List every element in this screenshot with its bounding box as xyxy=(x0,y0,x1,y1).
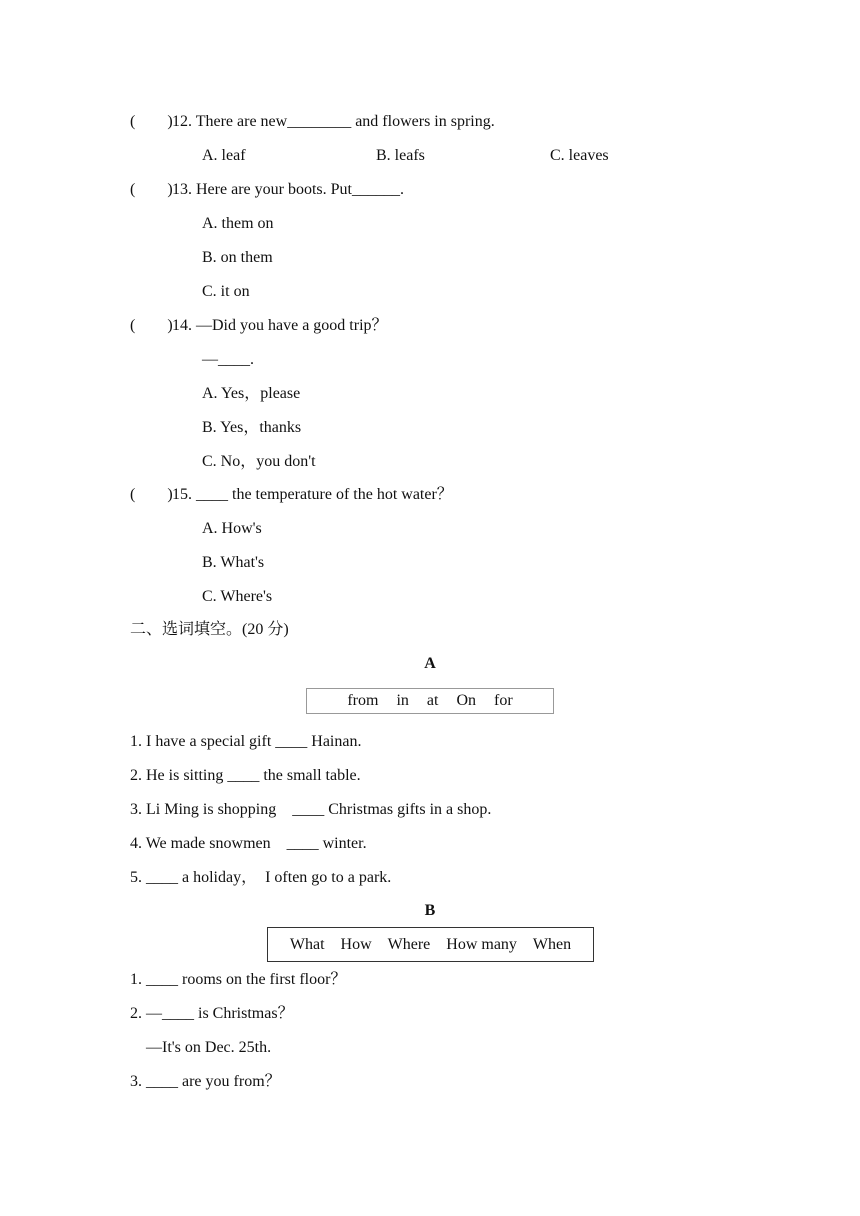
question-12: 12. There are new________ and flowers in spring. xyxy=(172,113,495,130)
word-bank-a-word: in xyxy=(396,692,409,709)
part-a-item-4: 4. We made snowmen ____ winter. xyxy=(130,835,367,852)
part-a-item-3: 3. Li Ming is shopping ____ Christmas gifts in a shop. xyxy=(130,801,492,818)
word-bank-b-word: How xyxy=(340,935,372,953)
answer-paren-14: ( ) xyxy=(130,317,173,334)
word-bank-a-word: for xyxy=(494,692,513,709)
part-b-item-2-reply: —It's on Dec. 25th. xyxy=(146,1039,272,1056)
answer-paren-15: ( ) xyxy=(130,486,173,503)
option-14-c: C. No，you don't xyxy=(202,453,316,470)
part-a-item-1: 1. I have a special gift ____ Hainan. xyxy=(130,733,362,750)
option-13-b: B. on them xyxy=(202,249,273,266)
answer-paren-13: ( ) xyxy=(130,181,173,198)
word-bank-b-word: What xyxy=(289,935,325,953)
option-12-c: C. leaves xyxy=(550,147,609,164)
question-14-reply: —____. xyxy=(202,351,254,368)
question-15: 15. ____ the temperature of the hot water？ xyxy=(172,486,453,503)
question-14: 14. —Did you have a good trip？ xyxy=(172,317,388,334)
option-13-a: A. them on xyxy=(202,215,274,232)
word-bank-a-word: at xyxy=(426,692,439,709)
word-bank-b-word: How many xyxy=(446,935,517,953)
word-bank-b xyxy=(267,927,594,962)
word-bank-a-word: On xyxy=(456,692,476,709)
question-13: 13. Here are your boots. Put______. xyxy=(172,181,404,198)
option-15-a: A. How's xyxy=(202,520,262,537)
word-bank-a-word: from xyxy=(347,692,379,709)
answer-paren-12: ( ) xyxy=(130,113,173,130)
section-heading: 二、选词填空。(20 分) xyxy=(130,621,289,638)
part-a-item-5: 5. ____ a holiday， I often go to a park. xyxy=(130,869,392,886)
part-b-item-3: 3. ____ are you from？ xyxy=(130,1073,281,1090)
part-b-item-2: 2. —____ is Christmas？ xyxy=(130,1005,294,1022)
word-bank-b-word: When xyxy=(532,935,572,953)
part-b-label: B xyxy=(424,902,436,919)
part-a-item-2: 2. He is sitting ____ the small table. xyxy=(130,767,361,784)
option-14-b: B. Yes，thanks xyxy=(202,419,302,436)
option-12-a: A. leaf xyxy=(202,147,246,164)
word-bank-a xyxy=(306,688,554,714)
option-13-c: C. it on xyxy=(202,283,250,300)
option-12-b: B. leafs xyxy=(376,147,425,164)
part-b-item-1: 1. ____ rooms on the first floor？ xyxy=(130,971,347,988)
word-bank-b-word: Where xyxy=(387,935,431,953)
option-15-b: B. What's xyxy=(202,554,265,571)
option-15-c: C. Where's xyxy=(202,588,273,605)
part-a-label: A xyxy=(424,655,436,672)
option-14-a: A. Yes，please xyxy=(202,385,301,402)
